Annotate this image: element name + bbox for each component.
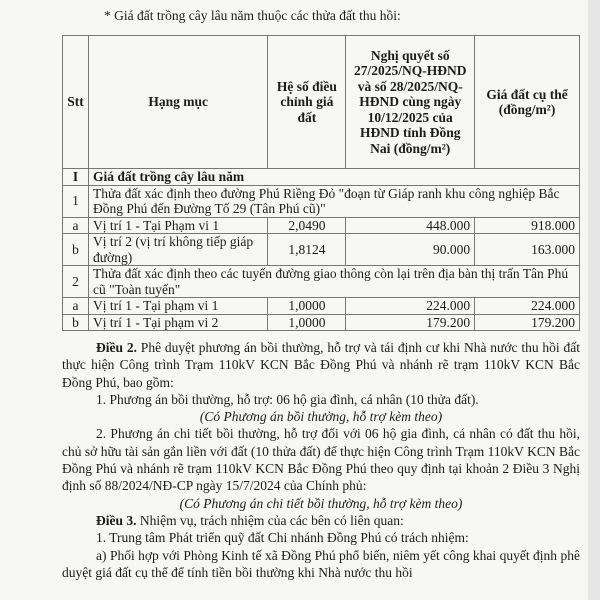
cell-item: Vị trí 1 - Tại Phạm vi 1	[88, 217, 267, 234]
cell-price: 163.000	[475, 234, 580, 266]
note: (Có Phương án bồi thường, hỗ trợ kèm theo)	[199, 409, 443, 425]
cell-nq: 90.000	[346, 234, 475, 266]
cell-price: 918.000	[475, 217, 580, 234]
cell-stt: 2	[63, 266, 89, 298]
cell-item: Vị trí 1 - Tại phạm vi 1	[88, 298, 267, 315]
group-row	[63, 266, 580, 298]
header-stt: Stt	[63, 36, 89, 169]
cell-stt: I	[63, 169, 89, 186]
table-row	[63, 234, 580, 266]
cell-coef: 2,0490	[268, 217, 346, 234]
cell-label: Giá đất trồng cây lâu năm	[88, 169, 579, 186]
cell-stt: b	[63, 314, 89, 331]
cell-nq: 179.200	[346, 314, 475, 331]
cell-nq: 224.000	[346, 298, 475, 315]
cell-stt: b	[63, 234, 89, 266]
section-row	[63, 169, 580, 186]
article-2-title: Điều 2.	[96, 340, 137, 355]
cell-coef: 1,0000	[268, 298, 346, 315]
cell-nq: 448.000	[346, 217, 475, 234]
cell-price: 224.000	[475, 298, 580, 315]
group-row	[63, 185, 580, 217]
cell-item: Vị trí 1 - Tại phạm vi 2	[88, 314, 267, 331]
article-3-title: Điều 3.	[96, 512, 137, 528]
document-body	[62, 339, 580, 581]
table-row	[63, 298, 580, 315]
article-3-text: Nhiệm vụ, trách nhiệm của các bên có liên quan:	[136, 512, 404, 528]
cell-stt: 1	[63, 185, 89, 217]
cell-stt: a	[63, 298, 89, 315]
land-price-table	[62, 35, 580, 331]
cell-price: 179.200	[475, 314, 580, 331]
header-resolution-price: Nghị quyết số 27/2025/NQ-HĐND và số 28/2025/NQ-HĐND cùng ngày 10/12/2025 của HĐND tỉnh Đồng Nai (đồng/m²)	[346, 36, 475, 169]
article-2	[62, 339, 580, 391]
scan-edge	[588, 0, 600, 600]
article-2-text: Phê duyệt phương án bồi thường, hỗ trợ và tái định cư khi Nhà nước thu hồi đất thực hiện Công trình Trạm 110kV KCN Bắc Đồng Phú và nhánh rẽ trạm 110kV KCN Bắc Đồng Phú, bao gồm:	[62, 340, 580, 390]
header-coefficient: Hệ số điều chỉnh giá đất	[268, 36, 346, 169]
cell-stt: a	[63, 217, 89, 234]
header-specific-price: Giá đất cụ thể (đồng/m²)	[475, 36, 580, 169]
table-caption: * Giá đất trồng cây lâu năm thuộc các thửa đất thu hồi:	[104, 8, 401, 23]
paragraph: a) Phối hợp với Phòng Kinh tế xã Đồng Phú phổ biến, niêm yết công khai quyết định phê duyệt giá đất cụ thể để tính tiền bồi thường khi Nhà nước thu hồi	[62, 547, 580, 580]
cell-coef: 1,8124	[268, 234, 346, 266]
cell-label: Thửa đất xác định theo đường Phú Riềng Đỏ "đoạn từ Giáp ranh khu công nghiệp Bắc Đồng Phú đến Đường Tố 29 (Tân Phú cũ)"	[88, 185, 579, 217]
article-3	[62, 512, 580, 529]
header-item: Hạng mục	[88, 36, 267, 169]
header-row	[63, 36, 580, 169]
cell-coef: 1,0000	[268, 314, 346, 331]
paragraph: 1. Phương án bồi thường, hỗ trợ: 06 hộ gia đình, cá nhân (10 thửa đất).	[96, 391, 479, 407]
paragraph: 2. Phương án chi tiết bồi thường, hỗ trợ đối với 06 hộ gia đình, cá nhân có đất thu hồi, chủ sở hữu tài sản gắn liền với đất (10 thửa đất) để thực hiện Công trình Trạm 110kV KCN Bắc Đồng Phú và nhánh rẽ trạm 110kV KCN Bắc Đồng Phú theo quy định tại khoản 2 Điều 3 Nghị định số 88/2024/NĐ-CP ngày 15/7/2024 của Chính phủ:	[62, 426, 580, 494]
cell-label: Thửa đất xác định theo các tuyến đường giao thông còn lại trên địa bàn thị trấn Tân Phú cũ "Toàn tuyến"	[88, 266, 579, 298]
table-row	[63, 314, 580, 331]
cell-item: Vị trí 2 (vị trí không tiếp giáp đường)	[88, 234, 267, 266]
note: (Có Phương án chi tiết bồi thường, hỗ trợ kèm theo)	[179, 495, 463, 511]
paragraph: 1. Trung tâm Phát triển quỹ đất Chi nhánh Đồng Phú có trách nhiệm:	[96, 530, 469, 546]
table-row	[63, 217, 580, 234]
